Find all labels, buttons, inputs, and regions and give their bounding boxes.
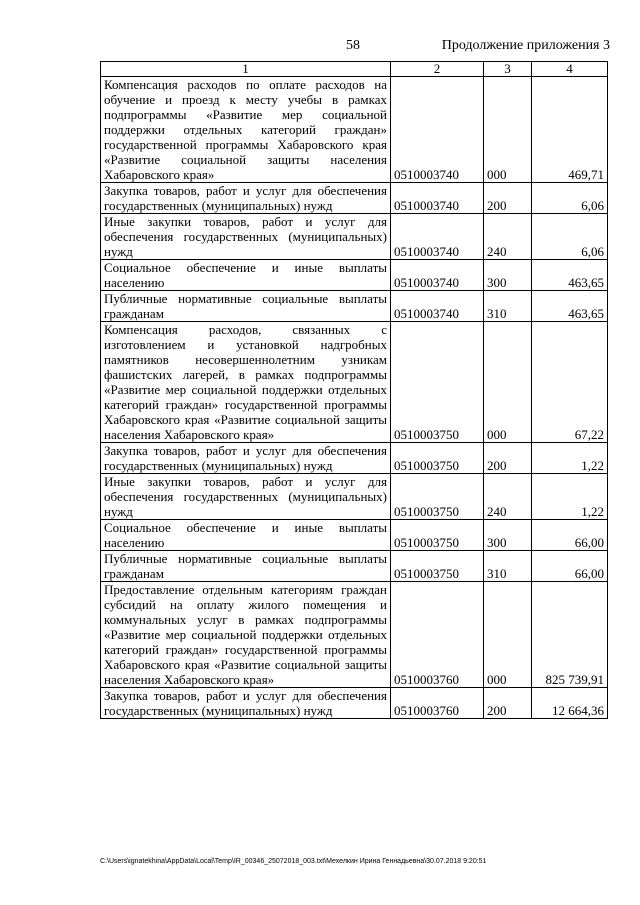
row-description: Закупка товаров, работ и услуг для обеспечения государственных (муниципальных) нужд — [101, 443, 391, 474]
row-target-code: 0510003750 — [391, 474, 484, 520]
row-expense-type: 300 — [484, 520, 532, 551]
table-row — [101, 260, 608, 291]
row-description: Закупка товаров, работ и услуг для обеспечения государственных (муниципальных) нужд — [101, 688, 391, 719]
footer-file-path: C:\Users\ignatekhina\AppData\Local\Temp\IR_00346_25072018_003.txt\Мехелкин Ирина Геннадьевна\30.07.2018 9:20:51 — [100, 858, 487, 865]
row-expense-type: 000 — [484, 77, 532, 183]
table-header-row — [101, 62, 608, 77]
row-description: Социальное обеспечение и иные выплаты населению — [101, 520, 391, 551]
row-amount: 6,06 — [532, 214, 608, 260]
column-header: 1 — [101, 62, 391, 77]
table-row — [101, 214, 608, 260]
row-target-code: 0510003760 — [391, 582, 484, 688]
row-target-code: 0510003750 — [391, 443, 484, 474]
row-expense-type: 000 — [484, 322, 532, 443]
row-amount: 66,00 — [532, 520, 608, 551]
row-amount: 1,22 — [532, 474, 608, 520]
row-target-code: 0510003740 — [391, 214, 484, 260]
row-expense-type: 300 — [484, 260, 532, 291]
row-target-code: 0510003740 — [391, 77, 484, 183]
row-amount: 67,22 — [532, 322, 608, 443]
row-description: Иные закупки товаров, работ и услуг для обеспечения государственных (муниципальных) нужд — [101, 474, 391, 520]
column-header: 4 — [532, 62, 608, 77]
row-description: Публичные нормативные социальные выплаты гражданам — [101, 291, 391, 322]
row-amount: 463,65 — [532, 260, 608, 291]
page-number: 58 — [346, 38, 360, 53]
row-expense-type: 240 — [484, 214, 532, 260]
row-amount: 825 739,91 — [532, 582, 608, 688]
table-row — [101, 291, 608, 322]
row-target-code: 0510003760 — [391, 688, 484, 719]
row-amount: 463,65 — [532, 291, 608, 322]
table-row — [101, 77, 608, 183]
row-description: Компенсация расходов, связанных с изготовлением и установкой надгробных памятников несовершеннолетним узникам фашистских лагерей, в рамках подпрограммы «Развитие мер социальной поддержки отдельных категорий граждан» государственной программы Хабаровского края «Развитие социальной защиты населения Хабаровского края» — [101, 322, 391, 443]
table-row — [101, 688, 608, 719]
row-target-code: 0510003740 — [391, 260, 484, 291]
table-row — [101, 582, 608, 688]
row-amount: 1,22 — [532, 443, 608, 474]
column-header: 3 — [484, 62, 532, 77]
row-expense-type: 310 — [484, 551, 532, 582]
row-expense-type: 240 — [484, 474, 532, 520]
row-expense-type: 000 — [484, 582, 532, 688]
row-amount: 66,00 — [532, 551, 608, 582]
row-target-code: 0510003750 — [391, 520, 484, 551]
row-amount: 469,71 — [532, 77, 608, 183]
table-row — [101, 474, 608, 520]
appendix-continuation-label: Продолжение приложения 3 — [441, 38, 610, 53]
row-description: Компенсация расходов по оплате расходов на обучение и проезд к месту учебы в рамках подпрограммы «Развитие мер социальной поддержки отдельных категорий граждан» государственной программы Хабаровского края «Развитие социальной защиты населения Хабаровского края» — [101, 77, 391, 183]
row-expense-type: 200 — [484, 688, 532, 719]
row-target-code: 0510003740 — [391, 291, 484, 322]
row-description: Публичные нормативные социальные выплаты гражданам — [101, 551, 391, 582]
table-row — [101, 183, 608, 214]
table-row — [101, 322, 608, 443]
table-row — [101, 551, 608, 582]
row-expense-type: 310 — [484, 291, 532, 322]
table-row — [101, 520, 608, 551]
row-target-code: 0510003750 — [391, 322, 484, 443]
budget-table — [100, 61, 608, 719]
row-expense-type: 200 — [484, 443, 532, 474]
column-header: 2 — [391, 62, 484, 77]
row-description: Предоставление отдельным категориям граждан субсидий на оплату жилого помещения и коммунальных услуг в рамках подпрограммы «Развитие мер социальной поддержки отдельных категорий граждан» государственной программы Хабаровского края «Развитие социальной защиты населения Хабаровского края» — [101, 582, 391, 688]
row-target-code: 0510003750 — [391, 551, 484, 582]
table-row — [101, 443, 608, 474]
row-description: Закупка товаров, работ и услуг для обеспечения государственных (муниципальных) нужд — [101, 183, 391, 214]
row-description: Иные закупки товаров, работ и услуг для обеспечения государственных (муниципальных) нужд — [101, 214, 391, 260]
row-amount: 12 664,36 — [532, 688, 608, 719]
row-target-code: 0510003740 — [391, 183, 484, 214]
row-expense-type: 200 — [484, 183, 532, 214]
row-description: Социальное обеспечение и иные выплаты населению — [101, 260, 391, 291]
row-amount: 6,06 — [532, 183, 608, 214]
table-body — [101, 77, 608, 719]
